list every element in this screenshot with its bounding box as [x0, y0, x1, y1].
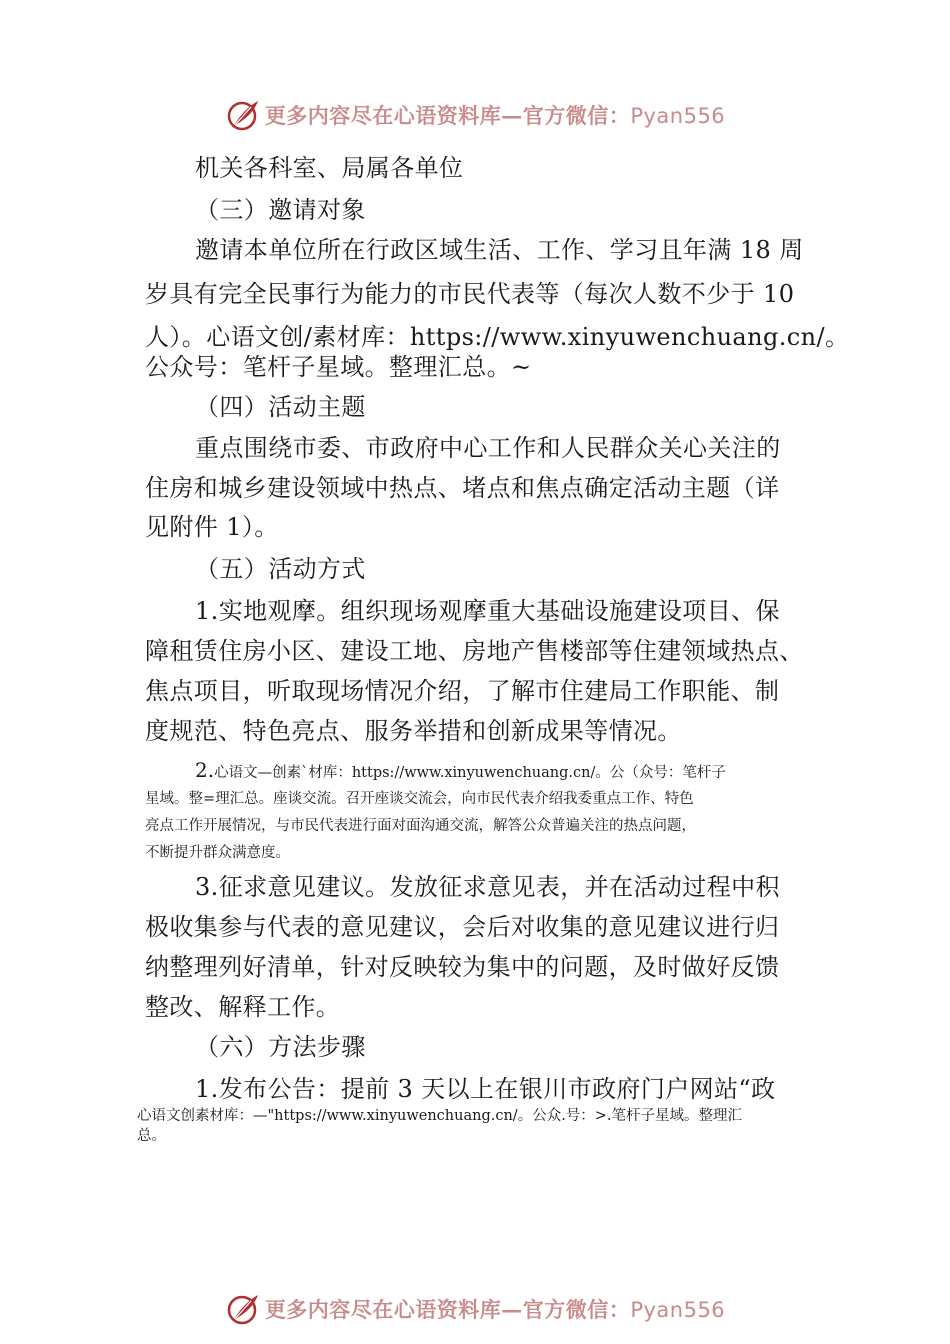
small-text-line: 星域。整=理汇总。座谈交流。召开座谈交流会，向市民代表介绍我委重点工作、特色 — [145, 791, 694, 807]
item-number: 2. — [195, 758, 215, 782]
text-line: 1.实地观摩。组织现场观摩重大基础设施建设项目、保 — [195, 597, 780, 625]
small-text-line: 亮点工作开展情况，与市民代表进行面对面沟通交流，解答公众普遍关注的热点问题， — [145, 818, 696, 834]
banner-handle: Pyan556 — [630, 104, 726, 128]
quill-logo-icon — [225, 97, 261, 133]
text-line: 极收集参与代表的意见建议，会后对收集的意见建议进行归 — [145, 913, 780, 941]
text-line: 邀请本单位所在行政区域生活、工作、学习且年满 18 周 — [195, 236, 804, 264]
small-text-line: 不断提升群众满意度。 — [145, 845, 290, 861]
quill-logo-icon — [225, 1291, 261, 1327]
text-line: 人）。心语文创/素材库：https://www.xinyuwenchuang.cn/。 — [145, 323, 850, 351]
banner-handle: Pyan556 — [630, 1298, 726, 1322]
section-heading: （五）活动方式 — [195, 555, 366, 583]
text-line: 焦点项目，听取现场情况介绍，了解市住建局工作职能、制 — [145, 677, 780, 705]
text-line: 机关各科室、局属各单位 — [195, 154, 464, 182]
footnote-line: 心语文创素材库：—"https://www.xinyuwenchuang.cn/。公众.号：>.笔杆子星域。整理汇 — [137, 1108, 743, 1124]
text-line: 见附件 1）。 — [145, 513, 279, 541]
text-line: 障租赁住房小区、建设工地、房地产售楼部等住建领域热点、 — [145, 637, 804, 665]
small-text-line: 2.心语文—创素`材库：https://www.xinyuwenchuang.cn/。公（众号：笔杆子 — [195, 758, 726, 782]
banner-text: 更多内容尽在心语资料库—官方微信：Pyan556 — [264, 1297, 726, 1322]
text-line: 度规范、特色亮点、服务举措和创新成果等情况。 — [145, 717, 682, 745]
header-banner — [0, 95, 950, 135]
section-heading: （四）活动主题 — [195, 393, 366, 421]
section-heading: （六）方法步骤 — [195, 1033, 366, 1061]
text-line: 3.征求意见建议。发放征求意见表，并在活动过程中积 — [195, 873, 780, 901]
footer-banner — [0, 1289, 950, 1329]
section-heading: （三）邀请对象 — [195, 196, 366, 224]
text-line: 1.发布公告：提前 3 天以上在银川市政府门户网站“政 — [195, 1075, 776, 1103]
text-line: 公众号：笔杆子星域。整理汇总。~ — [145, 353, 532, 381]
text-line: 住房和城乡建设领域中热点、堵点和焦点确定活动主题（详 — [145, 474, 780, 502]
text-line: 岁具有完全民事行为能力的市民代表等（每次人数不少于 10 — [145, 280, 795, 308]
text-line: 整改、解释工作。 — [145, 993, 341, 1021]
text-line: 重点围绕市委、市政府中心工作和人民群众关心关注的 — [195, 434, 781, 462]
banner-text: 更多内容尽在心语资料库—官方微信：Pyan556 — [264, 103, 726, 128]
footnote-line: 总。 — [137, 1128, 166, 1144]
text-line: 纳整理列好清单，针对反映较为集中的问题，及时做好反馈 — [145, 953, 780, 981]
